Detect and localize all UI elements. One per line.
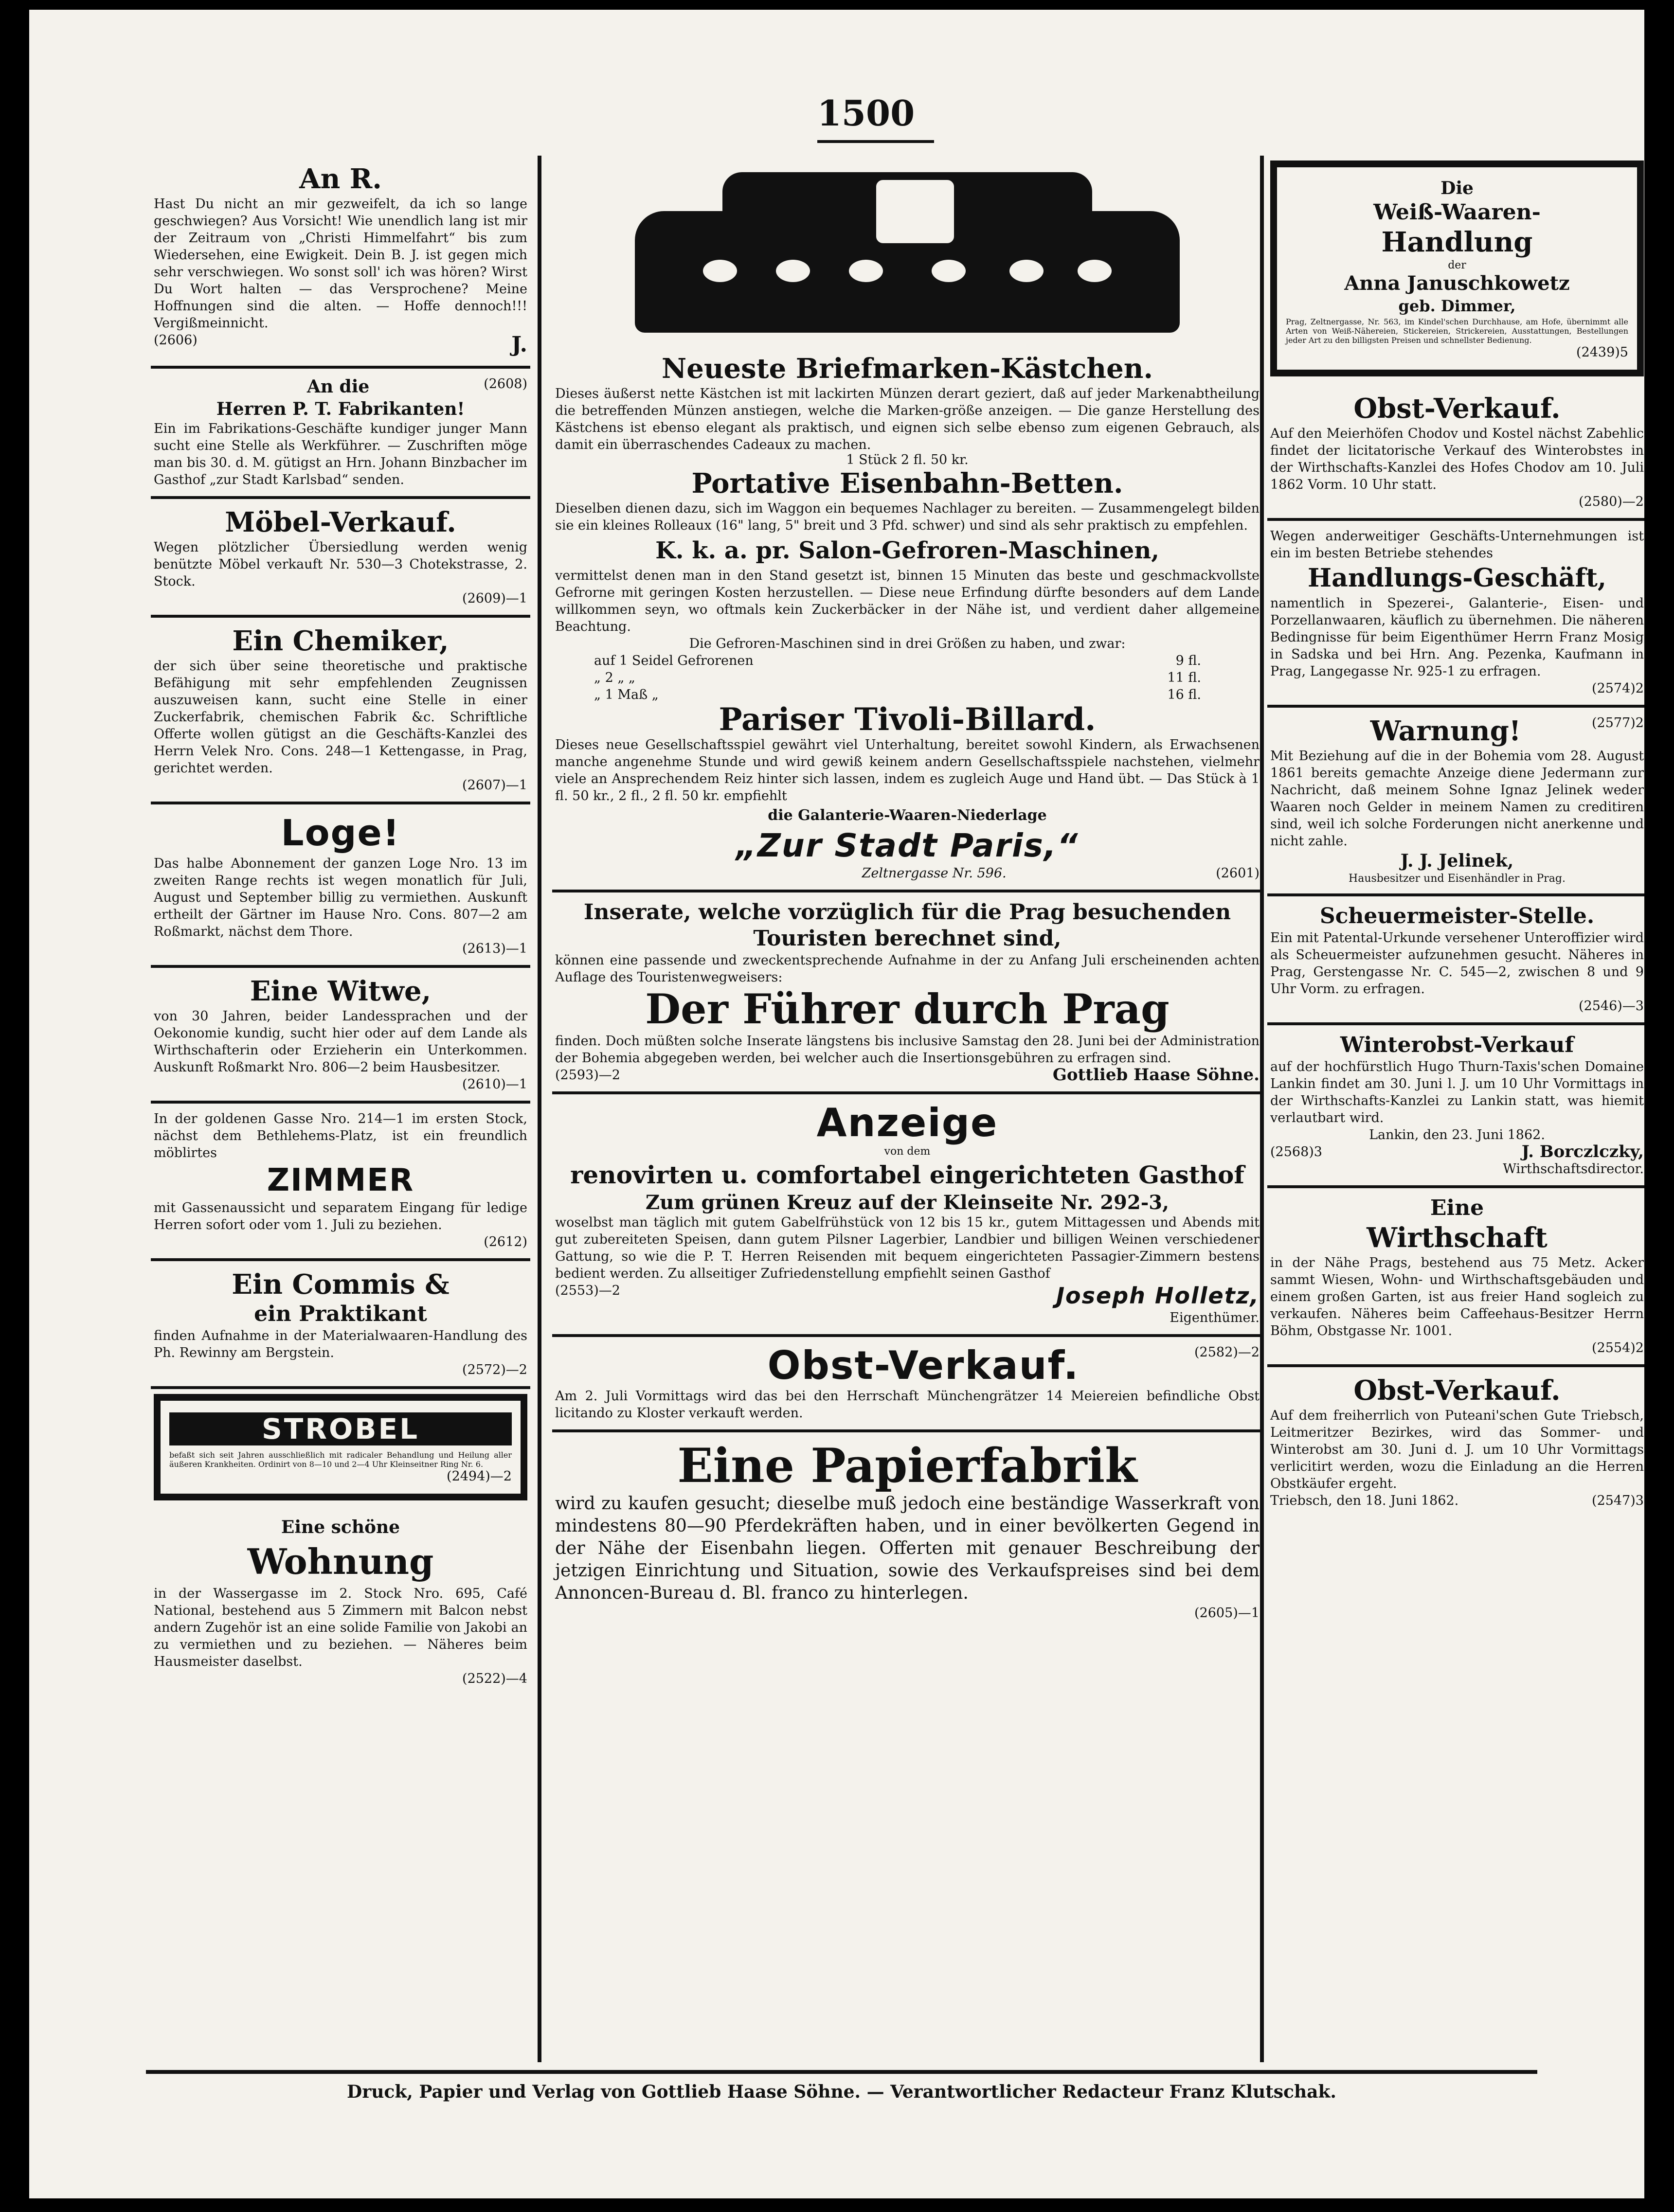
ad-heading: Eine Witwe,: [250, 975, 432, 1007]
ad-text: von 30 Jahren, beider Landessprachen und der Oekonomie kundig, sucht hier oder auf dem Lande als Wirthschafterin oder Erzieherin ein Unterkommen. Auskunft Roßmarkt Nro. 806—2 beim Hausbesitzer.: [154, 1009, 527, 1075]
ad-heading: STROBEL: [169, 1412, 512, 1445]
imprint-footer: Druck, Papier und Verlag von Gottlieb Haase Söhne. — Verantwortlicher Redacteur Franz Klutschak.: [146, 2070, 1537, 2102]
ad-text: Wegen plötzlicher Übersiedlung werden wenig benützte Möbel verkauft Nr. 530—3 Chotekstrasse, 2. Stock.: [154, 540, 527, 589]
ad-heading: K. k. a. pr. Salon-Gefroren-Maschinen,: [655, 537, 1159, 564]
ad-signature-role: Wirthschaftsdirector.: [1503, 1161, 1644, 1177]
ad-signature: J.: [511, 332, 527, 357]
ad-an-r: [151, 156, 530, 369]
ad-chemiker: [151, 618, 530, 804]
ad-strobel: [154, 1394, 527, 1500]
ad-heading: Scheuermeister-Stelle.: [1319, 904, 1595, 928]
ad-price: 1 Stück 2 fl. 50 kr.: [846, 452, 969, 467]
ad-ref: (2612): [484, 1234, 527, 1249]
column-right: [1267, 156, 1644, 2062]
newspaper-page: [29, 10, 1644, 2198]
ad-text: Dieselben dienen dazu, sich im Waggon ein bequemes Nachlager zu bereiten. — Zusammengelegt bilden sie ein kleines Rolleaux (16" lang, 5" breit und 3 Pfd. schwer) und sind als sehr praktisch zu empfehlen.: [555, 501, 1260, 533]
ad-signature: Gottlieb Haase Söhne.: [1052, 1065, 1260, 1085]
ad-ref: (2522)—4: [462, 1671, 527, 1686]
ad-text: befaßt sich seit Jahren ausschließlich mit radicaler Behandlung und Heilung aller äußeren Krankheiten. Ordinirt von 8—10 und 2—4 Uhr Kleinseitner Ring Nr. 6.: [169, 1450, 512, 1469]
ad-signature-role: Eigenthümer.: [1170, 1310, 1260, 1325]
ad-text: wird zu kaufen gesucht; dieselbe muß jedoch eine beständige Wasserkraft von mindestens 80—90 Pferdekräften haben, und in einer bevölkerten Gegend in der Nähe der Eisenbahn liegen. Offerten mit genauer Beschreibung der jetzigen Einrichtung und Situation, sowie des Verkaufspreises sind bei dem Annoncen-Bureau d. Bl. franco zu hinterlegen.: [555, 1494, 1260, 1603]
column-left: [151, 156, 530, 2062]
ad-ref: (2580)—2: [1579, 494, 1644, 509]
ad-witwe: [151, 968, 530, 1104]
ad-heading: Weiß-Waaren-: [1373, 200, 1541, 225]
ad-ref: (2439)5: [1576, 345, 1628, 360]
ad-heading: Obst-Verkauf.: [1353, 392, 1561, 425]
ad-commis: [151, 1261, 530, 1389]
ad-text: Dieses äußerst nette Kästchen ist mit lackirten Münzen derart geziert, daß auf jeder Markenabtheilung die betreffenden Münzen anstiegen, welche die Marken-größe anzeigen. — Die ganze Herstellung des Kästchens ist ebenso elegant als praktisch, und eignen sich selbe ebenso zum eigenen Gebrauch, als damit ein überraschendes Cadeaux zu machen.: [555, 386, 1260, 452]
ad-heading: Eine Papierfabrik: [677, 1438, 1137, 1493]
ad-heading: Loge!: [281, 812, 400, 854]
page-number-rule: [817, 140, 934, 143]
ad-heading: Eine: [1430, 1195, 1484, 1220]
price-row: „ 2 „ „ 11 fl.: [594, 670, 1201, 685]
ad-heading: Ein Commis &: [232, 1268, 450, 1301]
ad-ref: (2568)3: [1270, 1144, 1322, 1160]
ad-gasthof: [552, 1094, 1262, 1337]
ad-ref: (2613)—1: [462, 941, 527, 956]
ad-fabrikanten: [151, 369, 530, 499]
ad-text: Am 2. Juli Vormittags wird das bei den Herrschaft Münchengrätzer 14 Meiereien befindliche Obst licitando zu Kloster verkauft werden.: [555, 1389, 1260, 1421]
ad-text: Prag, Zeltnergasse, Nr. 563, im Kindel'schen Durchhause, am Hofe, übernimmt alle Arten von Weiß-Nähereien, Stickereien, Strickereien, Ausstattungen, Bestellungen jeder Art zu den billigsten Preisen und schnellster Bedienung.: [1286, 317, 1628, 345]
ad-text: mit Gassenaussicht und separatem Eingang für ledige Herren sofort oder vom 1. Juli zu beziehen.: [154, 1200, 527, 1232]
ad-ref: (2601): [1216, 866, 1260, 881]
ad-ref: (2546)—3: [1579, 999, 1644, 1014]
ad-heading: renovirten u. comfortabel eingerichteten Gasthof: [570, 1160, 1244, 1189]
ad-obst-verkauf-triebsch: [1267, 1367, 1644, 1517]
stamp-box-illustration: [635, 162, 1180, 347]
ad-ref: (2608): [484, 376, 527, 392]
ad-heading: Wohnung: [247, 1541, 434, 1582]
ad-text: woselbst man täglich mit gutem Gabelfrühstück von 12 bis 15 kr., gutem Mittagessen und Abends mit gut zubereiteten Speisen, dann gutem Pilsner Lagerbier, Landbier und billigen Weinen verschiedener Gattung, so wie die P. T. Herren Reisenden mit bequem eingerichteten Passagier-Zimmern bestens bedient werden. Zu allseitiger Zufriedenstellung empfiehlt seinen Gasthof: [555, 1215, 1260, 1281]
ad-heading: Zum grünen Kreuz auf der Kleinseite Nr. 292-3,: [645, 1191, 1170, 1214]
ad-text: auf der hochfürstlich Hugo Thurn-Taxis'schen Domaine Lankin findet am 30. Juni l. J. um 10 Uhr Vormittags in der Wirthschafts-Kanzlei zu Lankin statt, was hiemit verlautbart wird.: [1270, 1059, 1644, 1125]
ad-ref: (2547)3: [1592, 1493, 1644, 1508]
ad-heading: An die: [306, 376, 370, 397]
ad-winterobst: [1267, 1025, 1644, 1188]
ad-text: Hast Du nicht an mir gezweifelt, da ich so lange geschwiegen? Aus Vorsicht! Wie unendlich lang ist mir der Zeitraum von „Christi Himmelfahrt“ bis zum Wiedersehen, eine Ewigkeit. Dein B. J. ist gegen mich sehr verschwiegen. Wo sonst soll' ich was hören? Wirst Du Wort halten — das Versprochene? Meine Hoffnungen sind die alten. — Hoffe dennoch!!! Vergißmeinnicht.: [154, 196, 527, 331]
ad-heading: Der Führer durch Prag: [645, 985, 1170, 1033]
ad-moebel: [151, 499, 530, 618]
ad-heading: ZIMMER: [267, 1162, 414, 1198]
ad-heading: Anna Januschkowetz: [1344, 272, 1570, 295]
ad-wirthschaft: [1267, 1188, 1644, 1367]
ad-ref: (2574)2: [1592, 681, 1644, 696]
ad-ref: (2609)—1: [462, 591, 527, 606]
ad-ref: (2553)—2: [555, 1283, 620, 1298]
ad-heading: „Zur Stadt Paris,“: [736, 827, 1079, 864]
ad-ref: (2606): [154, 333, 198, 348]
ad-heading: Möbel-Verkauf.: [225, 506, 456, 538]
ad-heading: Portative Eisenbahn-Betten.: [691, 467, 1123, 499]
ad-text: Ein mit Patental-Urkunde versehener Unteroffizier wird als Scheuermeister aufzunehmen gesucht. Näheres in Prag, Gerstengasse Nr. C. 545—2, zwischen 8 und 9 Uhr Vorm. zu erfragen.: [1270, 930, 1644, 997]
ad-signature: J. J. Jelinek,: [1400, 851, 1514, 871]
ad-heading: Neueste Briefmarken-Kästchen.: [662, 353, 1153, 385]
ad-ref: (2605)—1: [1194, 1605, 1260, 1621]
ad-text: namentlich in Spezerei-, Galanterie-, Eisen- und Porzellanwaaren, käuflich zu übernehmen. Die näheren Bedingnisse für beim Eigenthümer Herrn Franz Mosig in Sadska und bei Hrn. Ang. Pezenka, Kaufmann in Prag, Langegasse Nr. 925-1 zu erfragen.: [1270, 596, 1644, 679]
ad-ref: (2593)—2: [555, 1068, 620, 1083]
ad-date: Triebsch, den 18. Juni 1862.: [1270, 1493, 1459, 1508]
price-row: „ 1 Maß „ 16 fl.: [594, 687, 1201, 702]
ad-address: Zeltnergasse Nr. 596.: [862, 866, 1007, 881]
ad-ref: (2607)—1: [462, 778, 527, 793]
ad-ref: (2494)—2: [447, 1469, 512, 1484]
ad-text: vermittelst denen man in den Stand gesetzt ist, binnen 15 Minuten das beste und geschmackvollste Gefrorne mit geringen Kosten herzustellen. — Diese neue Erfindung dürfte besonders auf dem Lande willkommen seyn, wo oftmals kein Zuckerbäcker in der Nähe ist, und verdient daher allgemeine Beachtung.: [555, 568, 1260, 634]
ad-heading: Inserate, welche vorzüglich für die Prag besuchenden Touristen berechnet sind,: [583, 900, 1231, 951]
ad-heading: Handlung: [1381, 226, 1533, 258]
ad-text: Auf den Meierhöfen Chodov und Kostel nächst Zabehlic findet der licitatorische Verkauf des Winterobstes in der Wirthschafts-Kanzlei des Hofes Chodov am 10. Juli 1862 Vorm. 10 Uhr statt.: [1270, 426, 1644, 492]
ad-heading: Eine schöne: [281, 1517, 400, 1537]
ad-ref: (2554)2: [1592, 1340, 1644, 1356]
ad-heading: Obst-Verkauf.: [1353, 1374, 1561, 1407]
ad-heading: Obst-Verkauf.: [767, 1343, 1080, 1388]
ad-weiss-waaren: [1270, 161, 1644, 376]
ad-ref: (2582)—2: [1194, 1345, 1260, 1360]
ad-heading: Pariser Tivoli-Billard.: [719, 701, 1096, 738]
ad-heading: Warnung!: [1370, 715, 1521, 747]
ad-text: Dieses neue Gesellschaftsspiel gewährt viel Unterhaltung, bereitet sowohl Kindern, als Erwachsenen manche angenehme Stunde und wird gewiß keinem andern Gesellschaftsspiele nachstehen, vielmehr viele an Ansprechendem Reiz hinter sich lassen, indem es zugleich Auge und Hand übt. — Das Stück à 1 fl. 50 kr., 2 fl., 2 fl. 50 kr. empfiehlt: [555, 737, 1260, 803]
ad-text: in der Wassergasse im 2. Stock Nro. 695, Café National, bestehend aus 5 Zimmern mit Balcon nebst andern Zugehör ist an eine solide Familie von Jakobi an zu vermiethen und zu beziehen. — Näheres beim Hausmeister daselbst.: [154, 1586, 527, 1669]
ad-zimmer: [151, 1104, 530, 1261]
ad-heading: ein Praktikant: [254, 1302, 427, 1326]
ad-subheading: von dem: [884, 1145, 931, 1158]
ad-signature: Joseph Holletz,: [1056, 1283, 1260, 1309]
ad-heading: Herren P. T. Fabrikanten!: [216, 399, 465, 419]
ad-text: die Galanterie-Waaren-Niederlage: [768, 807, 1047, 824]
ad-heading: Anzeige: [816, 1100, 998, 1145]
ad-scheuermeister: [1267, 896, 1644, 1025]
ad-heading: Wirthschaft: [1367, 1222, 1548, 1254]
ad-warnung: [1267, 708, 1644, 896]
ad-obst-verkauf-chodov: [1267, 385, 1644, 521]
ad-ref: (2610)—1: [462, 1077, 527, 1092]
ad-signature: J. Borczlczky,: [1521, 1142, 1644, 1161]
ad-date: Lankin, den 23. Juni 1862.: [1369, 1127, 1545, 1142]
price-row: auf 1 Seidel Gefrorenen 9 fl.: [594, 653, 1201, 668]
ad-loge: [151, 804, 530, 968]
ad-text: Ein im Fabrikations-Geschäfte kundiger junger Mann sucht eine Stelle als Werkführer. — Zuschriften möge man bis 30. d. M. gütigst an Hrn. Johann Binzbacher im Gasthof „zur Stadt Karlsbad“ senden.: [154, 421, 527, 487]
ad-obst-verkauf-center: [552, 1337, 1262, 1432]
ad-text: Mit Beziehung auf die in der Bohemia vom 28. August 1861 bereits gemachte Anzeige diene Jedermann zur Nachricht, daß meinem Sohne Ignaz Jelinek weder Waaren noch Gelder in meinem Namen zu creditiren sind, weil ich solche Forderungen nicht anerkenne und nicht zahle.: [1270, 749, 1644, 849]
ad-text: Auf dem freiherrlich von Puteani'schen Gute Triebsch, Leitmeritzer Bezirkes, wird das Sommer- und Winterobst am 30. Juni d. J. um 10 Uhr Vormittags verlicitirt werden, wozu die Einladung an die Herren Obstkäufer ergeht.: [1270, 1408, 1644, 1491]
ad-heading: Winterobst-Verkauf: [1340, 1033, 1574, 1057]
diamond-emblem-icon: [868, 172, 962, 251]
ad-wohnung: [151, 1509, 530, 1695]
ad-text: In der goldenen Gasse Nro. 214—1 im ersten Stock, nächst dem Bethlehems-Platz, ist ein freundlich möblirtes: [154, 1111, 527, 1160]
ad-text: Die Gefroren-Maschinen sind in drei Größen zu haben, und zwar:: [689, 636, 1126, 651]
ad-fuehrer-durch-prag: [552, 892, 1262, 1094]
column-rule-left: [538, 156, 541, 2062]
ad-text: der sich über seine theoretische und praktische Befähigung mit sehr empfehlenden Zeugnissen auszuweisen kann, sucht eine Stelle in einer Zuckerfabrik, chemischen Fabrik &c. Schriftliche Offerte wollen gütigst an die Geschäfts-Kanzlei des Herrn Velek Nro. Cons. 248—1 Kettengasse, in Prag, gerichtet werden.: [154, 659, 527, 776]
ad-papierfabrik: [552, 1432, 1262, 1629]
column-center: [552, 156, 1262, 2062]
ad-text: können eine passende und zweckentsprechende Aufnahme in der zu Anfang Juli erscheinenden achten Auflage des Touristenwegweisers:: [555, 953, 1260, 985]
ad-signature-role: Hausbesitzer und Eisenhändler in Prag.: [1349, 873, 1566, 885]
ad-ref: (2572)—2: [462, 1362, 527, 1377]
ad-ref: (2577)2: [1592, 715, 1644, 731]
ad-heading: An R.: [299, 163, 382, 195]
ad-heading: Die: [1440, 178, 1474, 198]
ad-galanterie-stadt-paris: [552, 156, 1262, 892]
ad-text: finden. Doch müßten solche Inserate längstens bis inclusive Samstag den 28. Juni bei der Administration der Bohemia abgegeben werden, bei welcher auch die Insertionsgebühren zu erfragen sind.: [555, 1034, 1260, 1066]
ad-heading: Ein Chemiker,: [232, 625, 449, 657]
ad-heading: geb. Dimmer,: [1398, 297, 1516, 315]
ad-text: in der Nähe Prags, bestehend aus 75 Metz. Acker sammt Wiesen, Wohn- und Wirthschaftsgebäuden und einem großen Garten, ist aus freier Hand sogleich zu verkaufen. Näheres beim Caffeehaus-Besitzer Herrn Böhm, Obstgasse Nr. 1001.: [1270, 1255, 1644, 1338]
ad-heading: der: [1448, 259, 1466, 271]
ad-heading: Handlungs-Geschäft,: [1308, 563, 1606, 593]
page-number: 1500: [817, 92, 915, 134]
ad-text: finden Aufnahme in der Materialwaaren-Handlung des Ph. Rewinny am Bergstein.: [154, 1328, 527, 1360]
ad-handlungs-geschaeft: [1267, 521, 1644, 708]
ad-text: Wegen anderweitiger Geschäfts-Unternehmungen ist ein im besten Betriebe stehendes: [1270, 529, 1644, 561]
ad-text: Das halbe Abonnement der ganzen Loge Nro. 13 im zweiten Range rechts ist wegen monatlich für Juli, August und September billig zu vermiethen. Auskunft ertheilt der Gärtner im Hause Nro. Cons. 807—2 am Roßmarkt, nächst dem Thore.: [154, 856, 527, 939]
